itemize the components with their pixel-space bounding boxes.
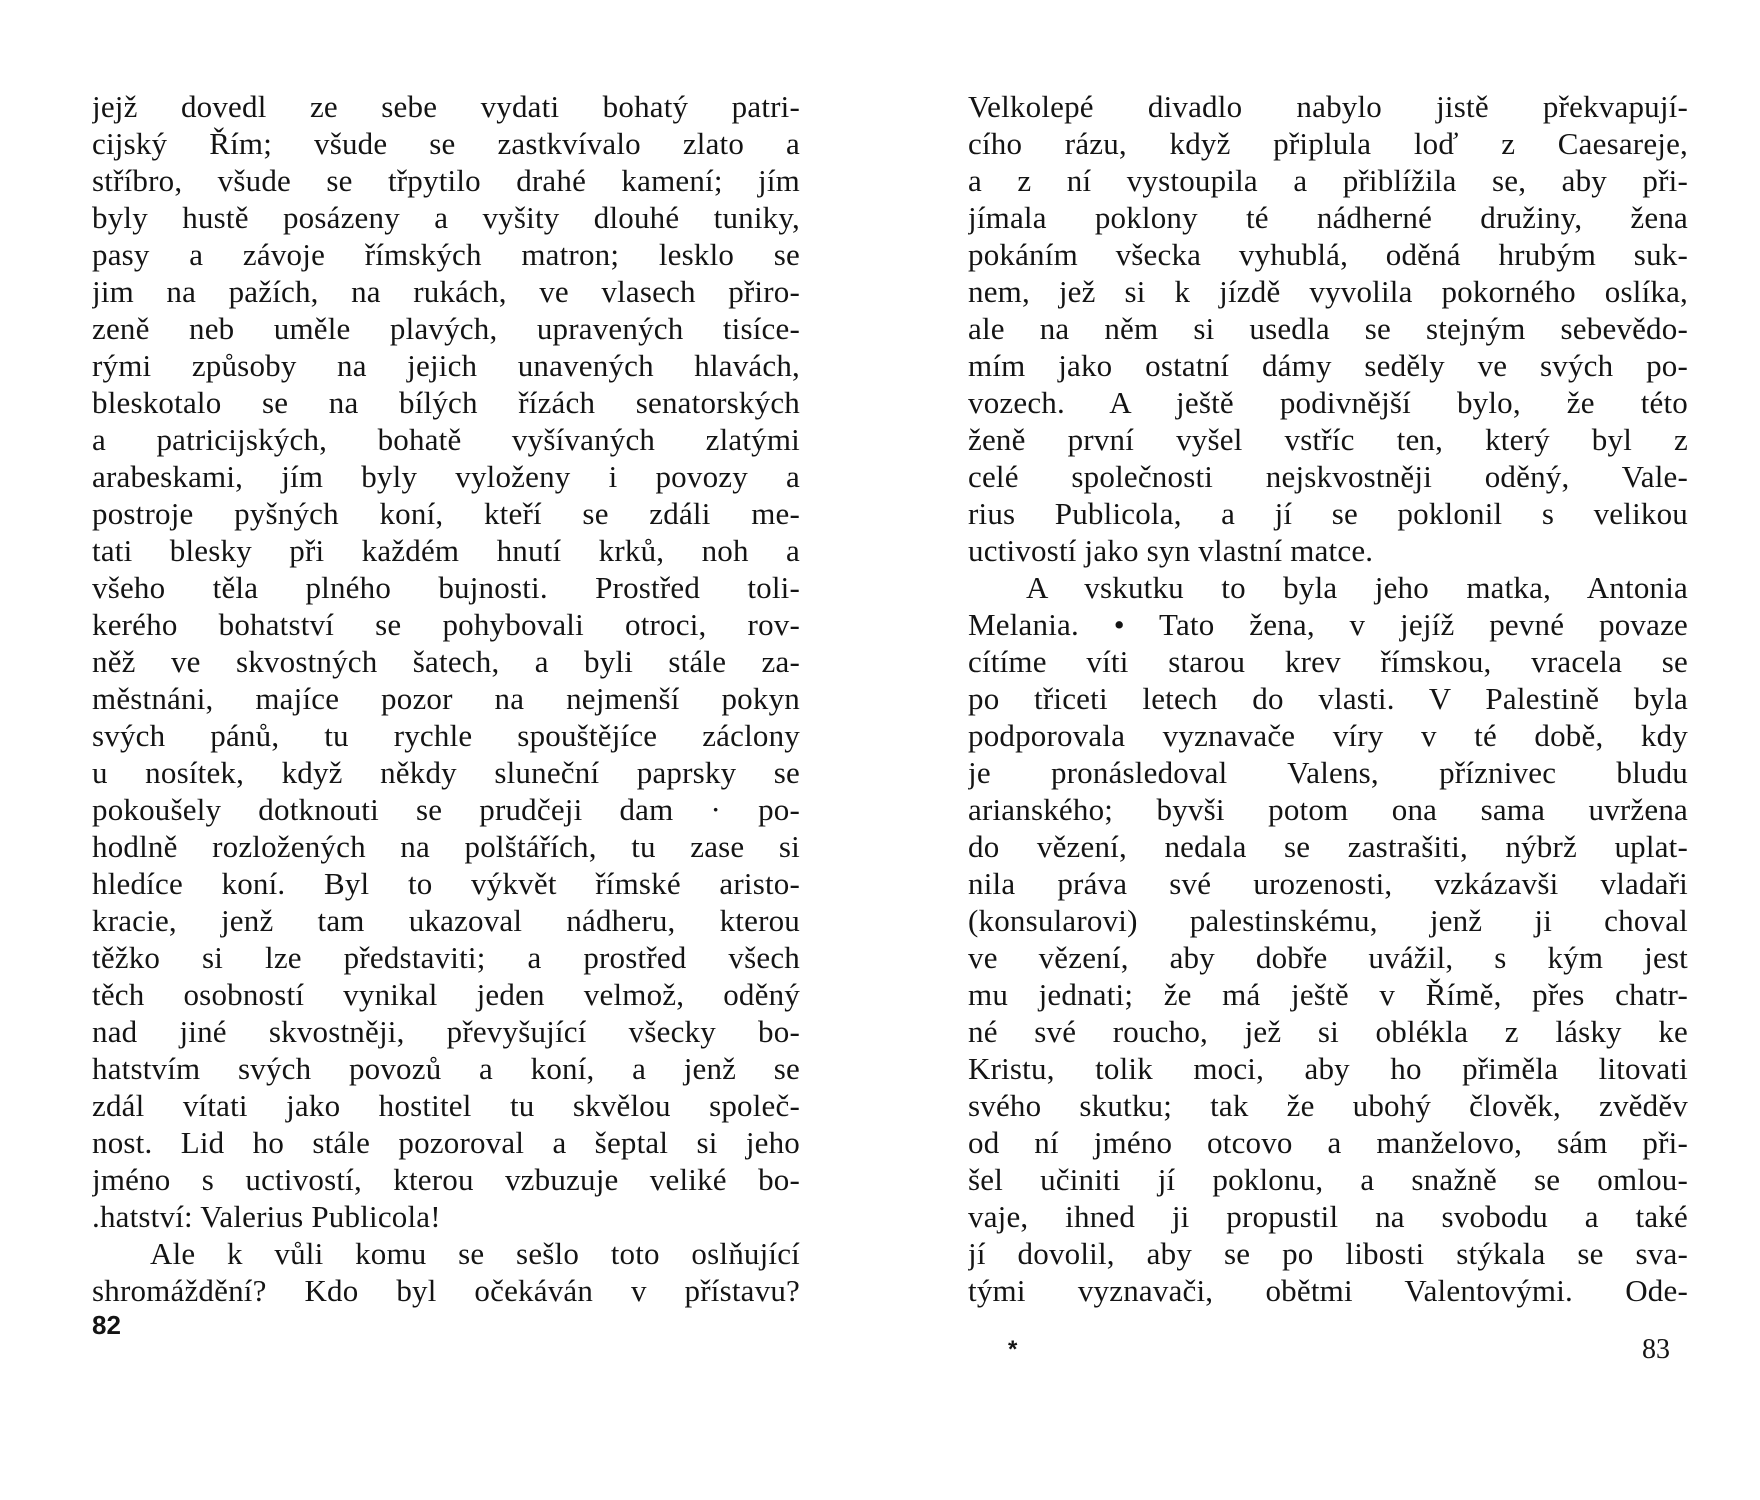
text-line: Velkolepé divadlo nabylo jistě překvapují- (968, 89, 1688, 124)
text-line: do vězení, nedala se zastrašiti, nýbrž uplat- (968, 829, 1688, 864)
text-line: .hatství: Valerius Publicola! (92, 1199, 441, 1234)
text-line: tými vyznavači, obětmi Valentovými. Ode- (968, 1273, 1688, 1308)
text-line: jímala poklony té nádherné družiny, žena (968, 200, 1688, 235)
text-line: je pronásledoval Valens, příznivec bludu (968, 755, 1688, 790)
text-line: stříbro, všude se třpytilo drahé kamení; jím (92, 163, 800, 198)
text-line: hodlně rozložených na polštářích, tu zase si (92, 829, 800, 864)
text-line: (konsularovi) palestinskému, jenž ji choval (968, 903, 1688, 938)
text-line: a patricijských, bohatě vyšívaných zlatými (92, 422, 800, 457)
text-line: Ale k vůli komu se sešlo toto oslňující (150, 1236, 800, 1271)
text-line: postroje pyšných koní, kteří se zdáli me- (92, 496, 800, 531)
text-line: u nosítek, když někdy sluneční paprsky se (92, 755, 800, 790)
text-line: a z ní vystoupila a přiblížila se, aby při- (968, 163, 1688, 198)
text-line: podporovala vyznavače víry v té době, kdy (968, 718, 1688, 753)
text-line: uctivostí jako syn vlastní matce. (968, 533, 1374, 568)
text-line: nost. Lid ho stále pozoroval a šeptal si jeho (92, 1125, 800, 1160)
text-line: kracie, jenž tam ukazoval nádheru, kterou (92, 903, 800, 938)
left-page-number: 82 (92, 1310, 121, 1340)
text-line: vaje, ihned ji propustil na svobodu a také (968, 1199, 1688, 1234)
text-line: shromáždění? Kdo byl očekáván v přístavu? (92, 1273, 800, 1308)
text-line: nem, jež si k jízdě vyvolila pokorného oslíka, (968, 274, 1688, 309)
text-line: byly hustě posázeny a vyšity dlouhé tuniky, (92, 200, 800, 235)
text-line: šel učiniti jí poklonu, a snažně se omlou- (968, 1162, 1688, 1197)
text-line: svého skutku; tak že ubohý člověk, zvěděv (968, 1088, 1688, 1123)
text-line: od ní jméno otcovo a manželovo, sám při- (968, 1125, 1688, 1160)
text-line: hatstvím svých povozů a koní, a jenž se (92, 1051, 800, 1086)
text-line: těch osobností vynikal jeden velmož, oděný (92, 977, 800, 1012)
text-line: ženě první vyšel vstříc ten, který byl z (968, 422, 1688, 457)
text-line: po třiceti letech do vlasti. V Palestině byla (968, 681, 1688, 716)
right-page-text (968, 88, 1688, 1309)
text-line: né své roucho, jež si oblékla z lásky ke (968, 1014, 1688, 1049)
text-line: svých pánů, tu rychle spouštějíce záclony (92, 718, 800, 753)
text-line: pasy a závoje římských matron; lesklo se (92, 237, 800, 272)
text-line: cítíme víti starou krev římskou, vracela se (968, 644, 1688, 679)
text-line: hledíce koní. Byl to výkvět římské aristo- (92, 866, 800, 901)
left-page-text (92, 88, 800, 1309)
text-line: městnáni, majíce pozor na nejmenší pokyn (92, 681, 800, 716)
text-line: pokoušely dotknouti se prudčeji dam · po- (92, 792, 800, 827)
text-line: jim na pažích, na rukách, ve vlasech přiro- (92, 274, 800, 309)
text-line: něž ve skvostných šatech, a byli stále za- (92, 644, 800, 679)
text-line: cijský Řím; všude se zastkvívalo zlato a (92, 126, 800, 161)
text-line: nad jiné skvostněji, převyšující všecky bo- (92, 1014, 800, 1049)
text-line: nila práva své urozenosti, vzkázavši vladaři (968, 866, 1688, 901)
text-line: rius Publicola, a jí se poklonil s velikou (968, 496, 1688, 531)
text-line: celé společnosti nejskvostněji oděný, Vale- (968, 459, 1688, 494)
right-page-number: 83 (1642, 1334, 1670, 1365)
text-line: Melania. • Tato žena, v jejíž pevné povaze (968, 607, 1688, 642)
text-line: vozech. A ještě podivnější bylo, že této (968, 385, 1688, 420)
right-page (968, 88, 1688, 1309)
text-line: tati blesky při každém hnutí krků, noh a (92, 533, 800, 568)
text-line: jí dovolil, aby se po libosti stýkala se sva- (968, 1236, 1688, 1271)
signature-mark: * (1008, 1336, 1018, 1363)
text-line: arianského; byvši potom ona sama uvržena (968, 792, 1688, 827)
text-line: bleskotalo se na bílých řízách senatorských (92, 385, 800, 420)
text-line: mu jednati; že má ještě v Římě, přes chatr- (968, 977, 1688, 1012)
text-line: zeně neb uměle plavých, upravených tisíce- (92, 311, 800, 346)
text-line: ale na něm si usedla se stejným sebevědo- (968, 311, 1688, 346)
text-line: jejž dovedl ze sebe vydati bohatý patri- (92, 89, 800, 124)
text-line: ve vězení, aby dobře uvážil, s kým jest (968, 940, 1688, 975)
text-line: Kristu, tolik moci, aby ho přiměla litovati (968, 1051, 1688, 1086)
text-line: rými způsoby na jejich unavených hlavách, (92, 348, 800, 383)
text-line: pokáním všecka vyhublá, oděná hrubým suk- (968, 237, 1688, 272)
text-line: jméno s uctivostí, kterou vzbuzuje veliké bo- (92, 1162, 800, 1197)
text-line: arabeskami, jím byly vyloženy i povozy a (92, 459, 800, 494)
left-page (92, 88, 800, 1309)
text-line: všeho těla plného bujnosti. Prostřed toli- (92, 570, 800, 605)
text-line: mím jako ostatní dámy seděly ve svých po- (968, 348, 1688, 383)
text-line: kerého bohatství se pohybovali otroci, rov- (92, 607, 800, 642)
text-line: zdál vítati jako hostitel tu skvělou společ- (92, 1088, 800, 1123)
text-line: cího rázu, když připlula loď z Caesareje, (968, 126, 1688, 161)
text-line: těžko si lze představiti; a prostřed všech (92, 940, 800, 975)
text-line: A vskutku to byla jeho matka, Antonia (1026, 570, 1688, 605)
